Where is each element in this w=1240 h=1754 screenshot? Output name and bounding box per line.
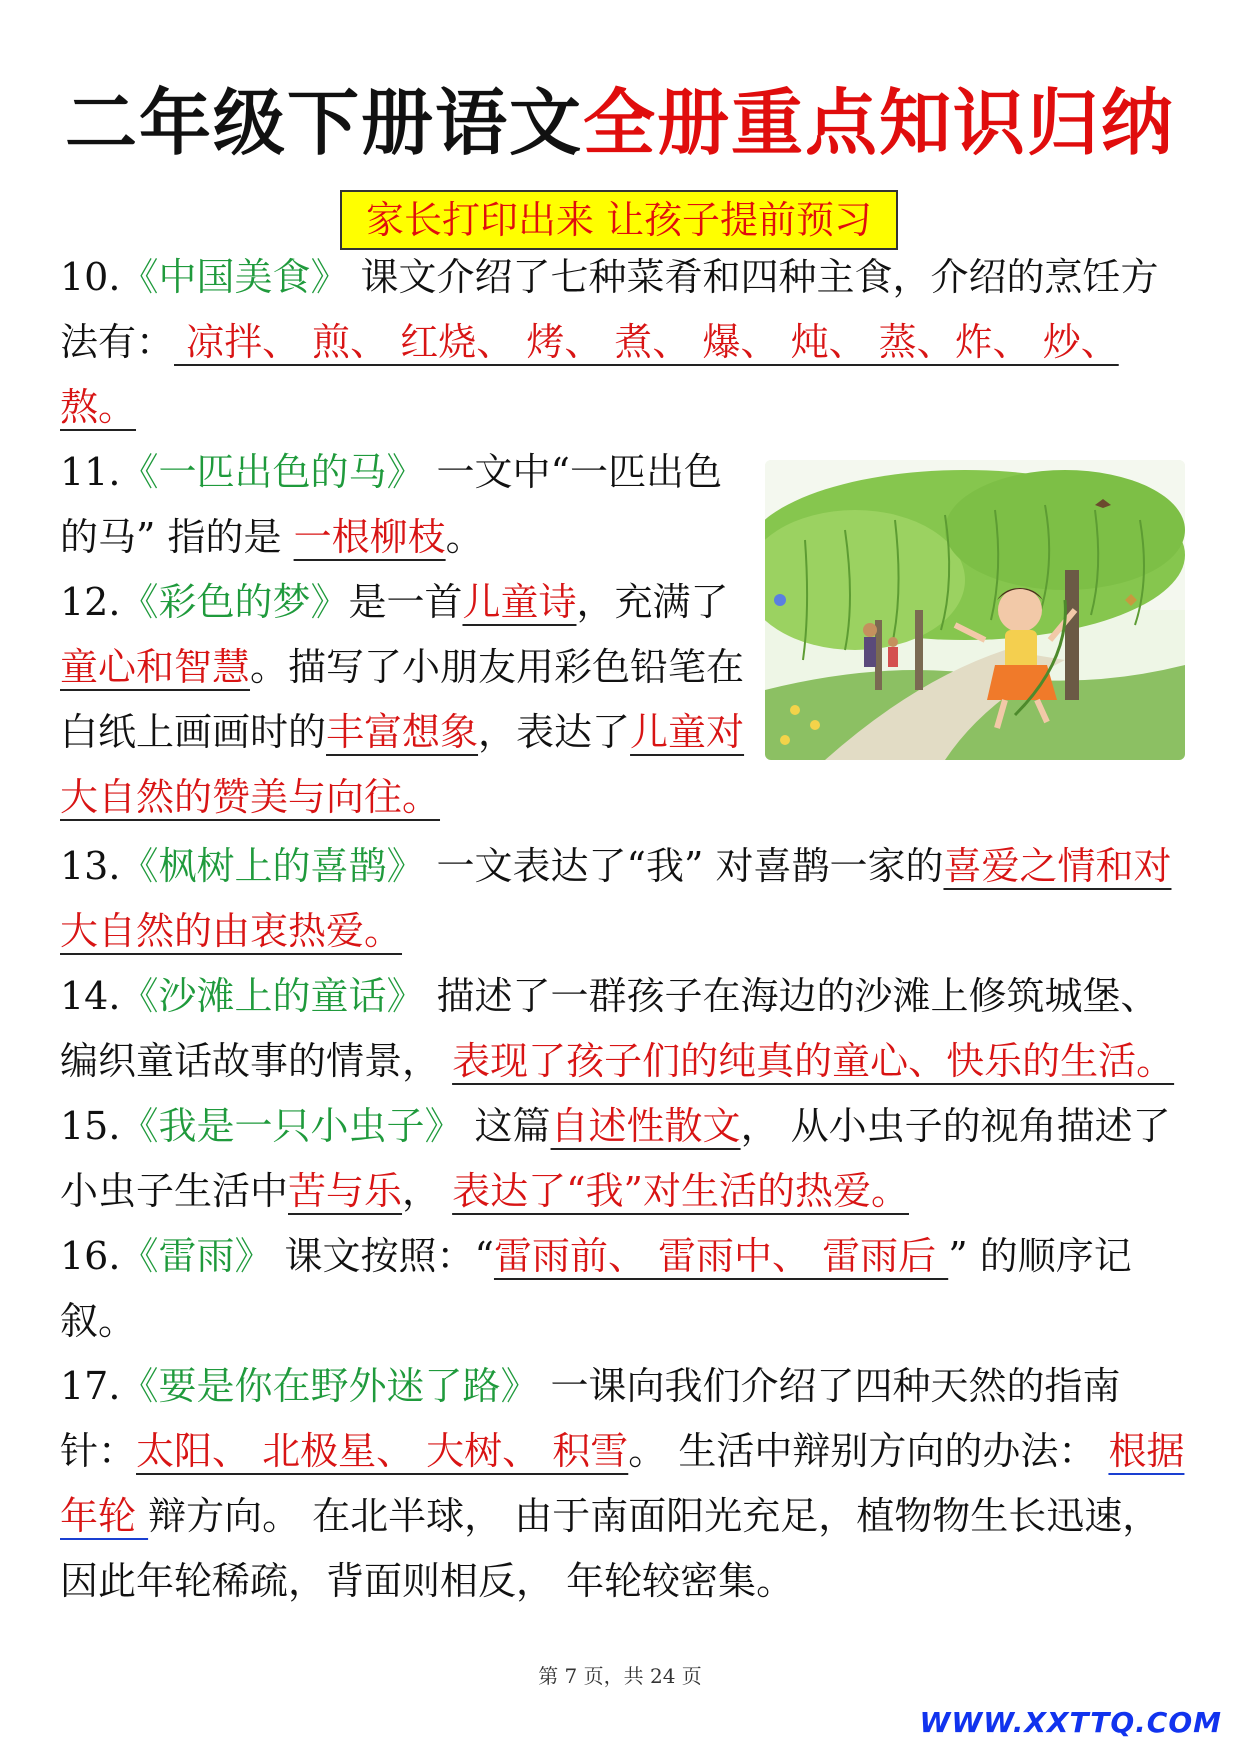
item-text: ， 从小虫子的视角描述了小虫子生活中 xyxy=(60,1104,1171,1213)
item-number: 16. xyxy=(60,1234,121,1278)
item-text: ，表达了 xyxy=(478,710,631,754)
item-text: 辩方向。 在北半球， 由于南面阳光充足，植物物生长迅速， 因此年轮稀疏，背面则相反， 年轮较密集。 xyxy=(60,1494,1161,1603)
answer-text: 表现了孩子们的纯真的童心、快乐的生活。 xyxy=(452,1039,1175,1083)
answer-text: 一根柳枝 xyxy=(293,515,446,559)
answer-text: 根据年轮 xyxy=(60,1429,1185,1538)
item-text: ， xyxy=(402,1169,453,1213)
lesson-title: 《枫树上的喜鹊》 xyxy=(120,844,425,888)
title-black-part: 二年级下册语文 xyxy=(64,81,583,165)
answer-text: 凉拌、 煎、 红烧、 烤、 煮、 爆、 炖、 蒸、炸、 炒、 熬。 xyxy=(60,320,1119,429)
lesson-title: 《我是一只小虫子》 xyxy=(120,1104,463,1148)
item-13 xyxy=(60,834,1185,964)
willow-picture xyxy=(765,460,1185,760)
page-title xyxy=(0,78,1240,168)
answer-text: 表达了“我”对生活的热爱。 xyxy=(452,1169,909,1213)
item-text: 是一首 xyxy=(348,580,463,624)
item-number: 12. xyxy=(60,580,121,624)
answer-text: 儿童对大自然的赞美与向往。 xyxy=(60,710,745,819)
illustration-girl-willow xyxy=(765,460,1185,760)
item-number: 10. xyxy=(60,255,121,299)
item-15 xyxy=(60,1094,1185,1224)
item-number: 17. xyxy=(60,1364,121,1408)
answer-text: 太阳、 北极星、 大树、 积雪 xyxy=(136,1429,629,1473)
item-number: 15. xyxy=(60,1104,121,1148)
item-text: 一课向我们介绍了四种天然的指南针： xyxy=(60,1364,1121,1473)
answer-text: 雷雨前、 雷雨中、 雷雨后 xyxy=(493,1234,949,1278)
lesson-title: 《沙滩上的童话》 xyxy=(120,974,425,1018)
lesson-title: 《雷雨》 xyxy=(120,1234,273,1278)
item-text: 。 xyxy=(445,515,484,559)
item-text: 课文按照：“ xyxy=(272,1234,494,1278)
item-text: ” 的顺序记叙。 xyxy=(60,1234,1132,1343)
item-text: 。 生活中辩别方向的办法： xyxy=(628,1429,1109,1473)
knowledge-content xyxy=(60,245,1185,1614)
item-text: 这篇 xyxy=(462,1104,551,1148)
answer-text: 丰富想象 xyxy=(326,710,479,754)
item-text: 一文表达了“我” 对喜鹊一家的 xyxy=(424,844,944,888)
answer-text: 苦与乐 xyxy=(288,1169,403,1213)
page-footer: 第 7 页，共 24 页 xyxy=(538,1664,702,1688)
item-14 xyxy=(60,964,1185,1094)
lesson-title: 《中国美食》 xyxy=(120,255,349,299)
answer-text: 童心和智慧 xyxy=(60,645,251,689)
item-text: 。描写了小朋友用彩色铅笔在白纸上画画时的 xyxy=(60,645,745,754)
lesson-title: 《要是你在野外迷了路》 xyxy=(120,1364,539,1408)
item-10 xyxy=(60,245,1185,440)
item-text: ，充满了 xyxy=(576,580,729,624)
site-watermark: WWW.XXTTQ.COM xyxy=(919,1706,1222,1739)
item-text: 一文中“一匹出色的马” 指的是 xyxy=(60,450,722,559)
lesson-title: 《一匹出色的马》 xyxy=(120,450,425,494)
item-17 xyxy=(60,1354,1185,1614)
answer-text: 自述性散文 xyxy=(550,1104,741,1148)
item-text: 描述了一群孩子在海边的沙滩上修筑城堡、 编织童话故事的情景， xyxy=(60,974,1159,1083)
title-red-part: 全册重点知识归纳 xyxy=(583,81,1176,165)
item-number: 11. xyxy=(60,450,121,494)
answer-text: 喜爱之情和对大自然的由衷热爱。 xyxy=(60,844,1172,953)
print-tip-banner: 家长打印出来 让孩子提前预习 xyxy=(340,190,898,250)
lesson-title: 《彩色的梦》 xyxy=(120,580,349,624)
item-number: 13. xyxy=(60,844,121,888)
item-16 xyxy=(60,1224,1185,1354)
item-number: 14. xyxy=(60,974,121,1018)
item-text: 课文介绍了七种菜肴和四种主食，介绍的烹饪方法有： xyxy=(60,255,1159,364)
answer-text: 儿童诗 xyxy=(462,580,577,624)
